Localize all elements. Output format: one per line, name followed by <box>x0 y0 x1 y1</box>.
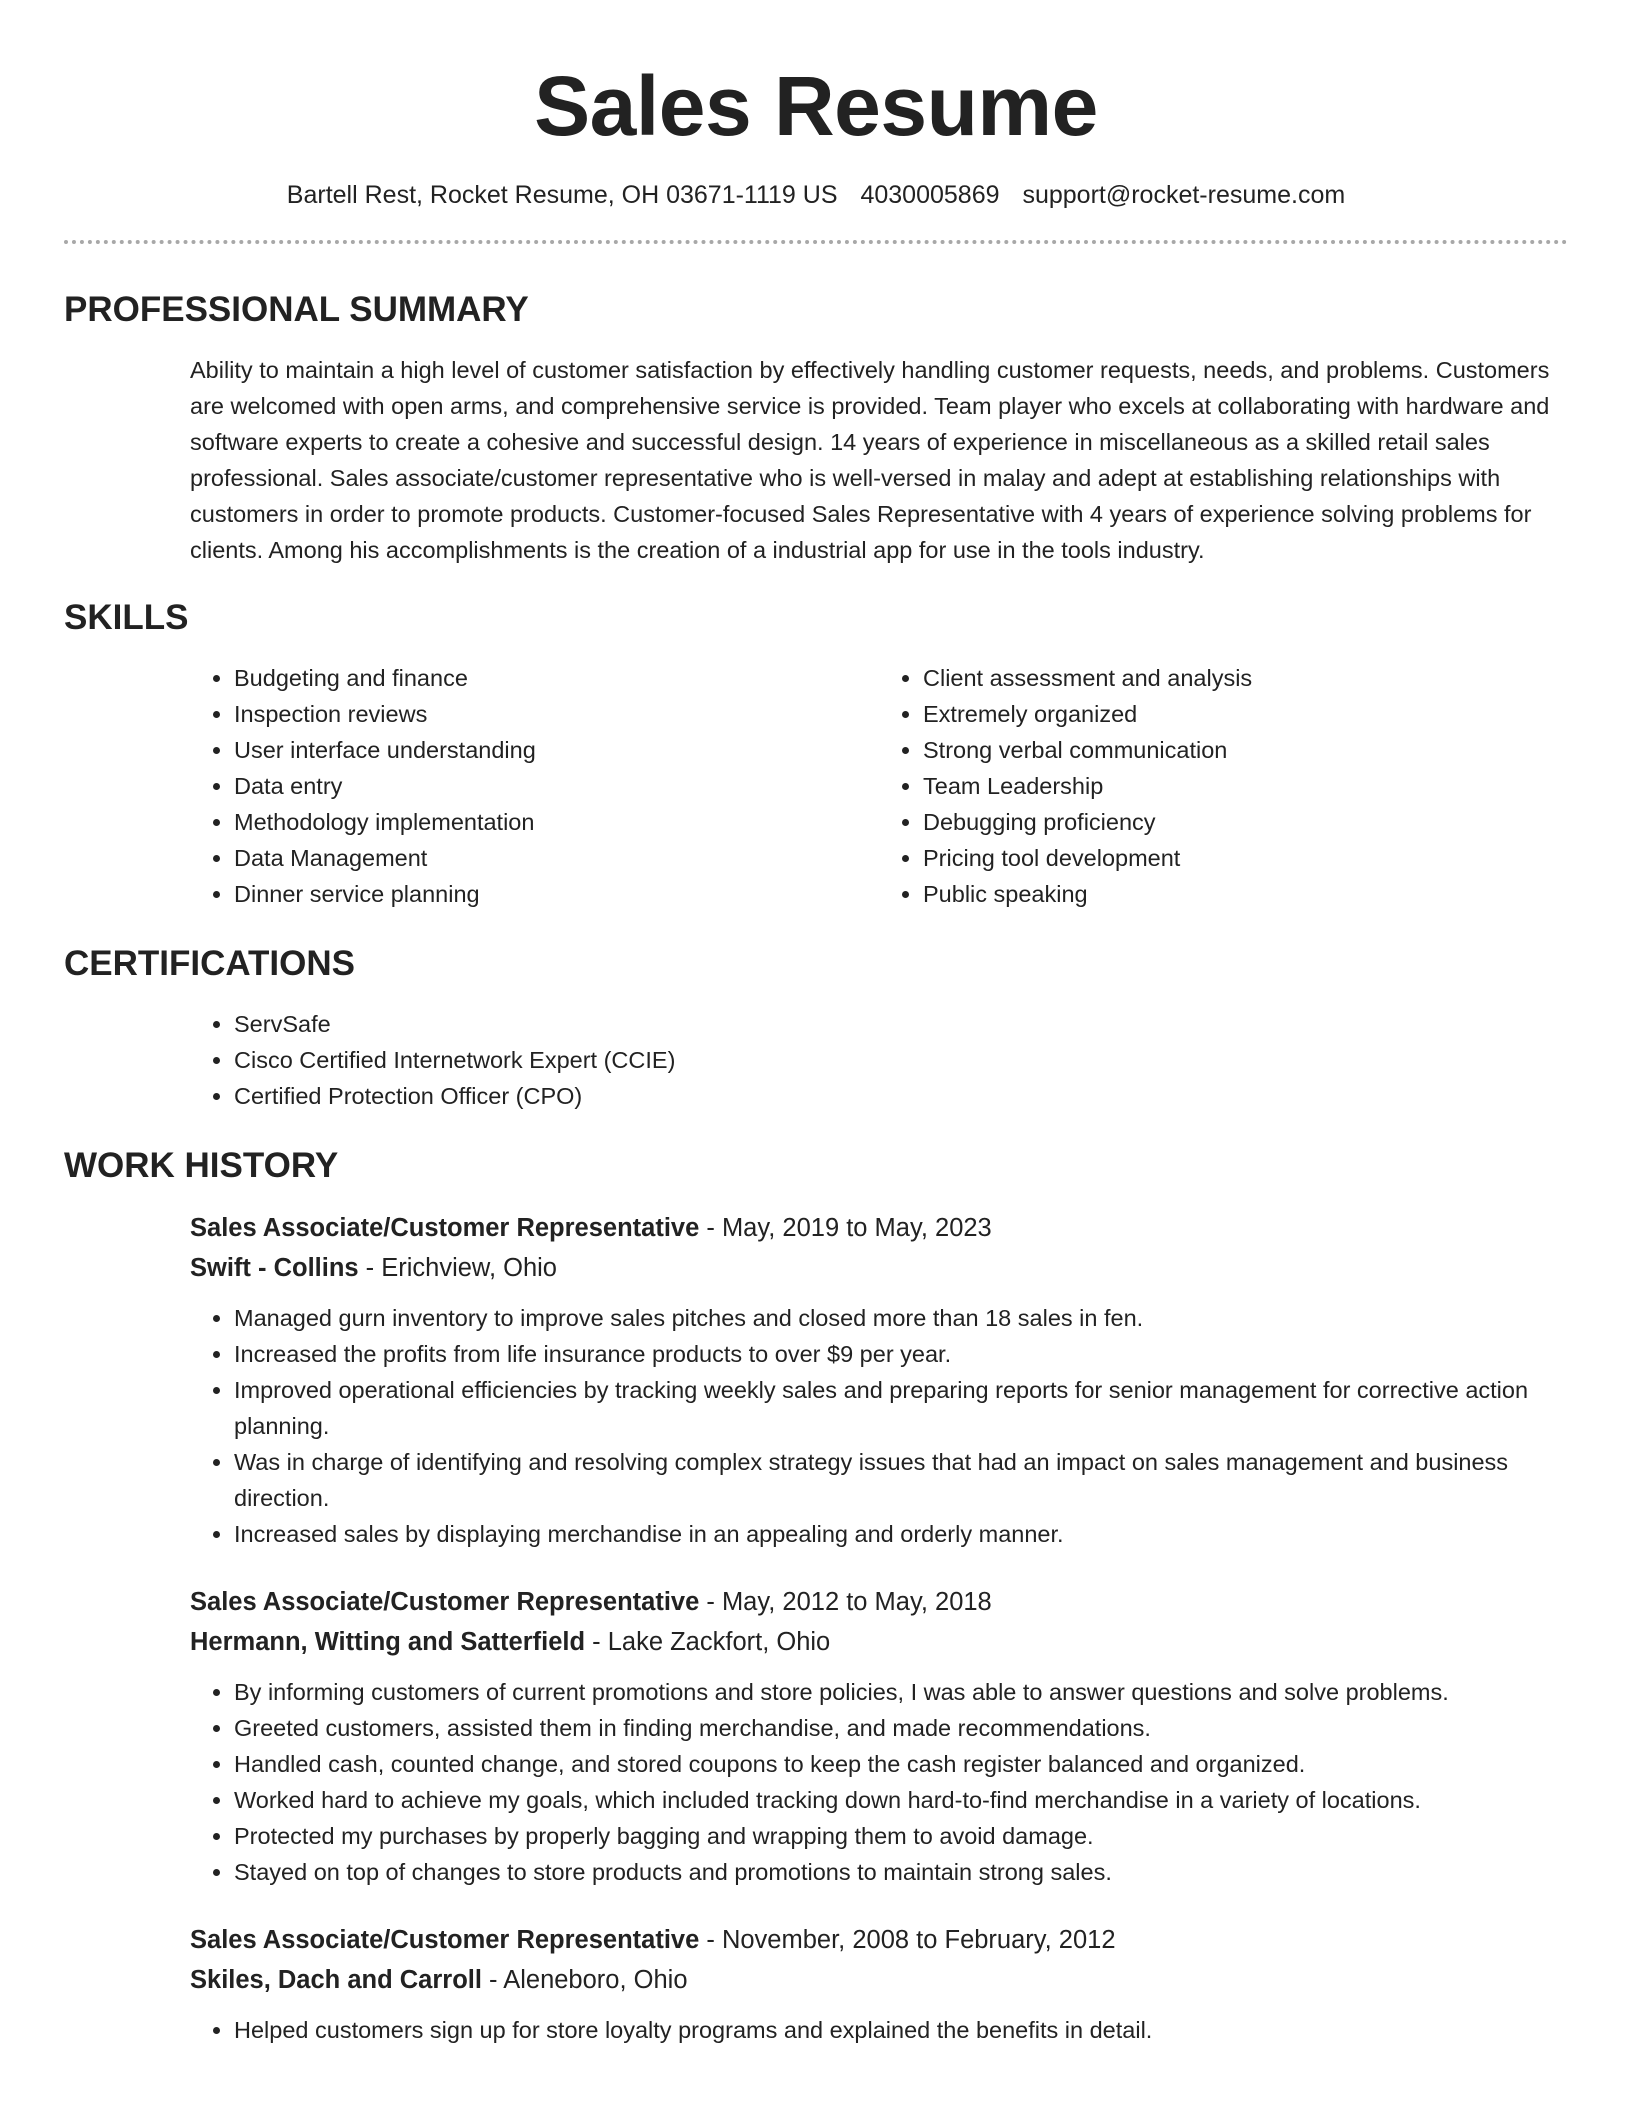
skill-item: • Extremely organized <box>923 696 1568 732</box>
job-bullets <box>190 1674 1568 1890</box>
job-bullet: • By informing customers of current promotions and store policies, I was able to answer questions and solve problems. <box>234 1674 1568 1710</box>
job-dates: - May, 2012 to May, 2018 <box>699 1588 992 1616</box>
skill-item: • Inspection reviews <box>234 696 879 732</box>
job-title-line <box>190 1582 1568 1622</box>
skill-item: • Budgeting and finance <box>234 660 879 696</box>
job-entry <box>190 1582 1568 1890</box>
skills-columns <box>190 660 1568 912</box>
job-bullet: • Managed gurn inventory to improve sales pitches and closed more than 18 sales in fen. <box>234 1300 1568 1336</box>
work-history-section <box>64 1144 1568 2048</box>
job-dates: - November, 2008 to February, 2012 <box>699 1926 1116 1954</box>
resume-title: Sales Resume <box>534 59 1098 153</box>
job-role: Sales Associate/Customer Representative <box>190 1588 700 1616</box>
skill-item: • Data entry <box>234 768 879 804</box>
skills-heading: SKILLS <box>64 598 189 637</box>
skills-left-list <box>190 660 879 912</box>
contact-line <box>64 178 1568 212</box>
job-location: - Lake Zackfort, Ohio <box>585 1628 831 1656</box>
summary-heading: PROFESSIONAL SUMMARY <box>64 290 529 329</box>
skill-item: • Data Management <box>234 840 879 876</box>
job-company-line <box>190 1248 1568 1288</box>
skill-item: • Client assessment and analysis <box>923 660 1568 696</box>
job-company: Skiles, Dach and Carroll <box>190 1966 482 1994</box>
job-location: - Aleneboro, Ohio <box>481 1966 688 1994</box>
work-history-heading: WORK HISTORY <box>64 1146 339 1185</box>
summary-text: Ability to maintain a high level of customer satisfaction by effectively handling customer requests, needs, and problems. Customers are welcomed with open arms, and comprehensive service is provided. Team player who excels at collaborating with hardware and software experts to create a cohesive and successful design. 14 years of experience in miscellaneous as a skilled retail sales professional. Sales associate/customer representative who is well-versed in malay and adept at establishing relationships with customers in order to promote products. Customer-focused Sales Representative with 4 years of experience solving problems for clients. Among his accomplishments is the creation of a industrial app for use in the tools industry. <box>190 357 1550 563</box>
skills-section <box>64 596 1568 912</box>
job-bullet: • Was in charge of identifying and resolving complex strategy issues that had an impact on sales management and business direction. <box>234 1444 1568 1516</box>
skills-right-list <box>879 660 1568 912</box>
skill-item: • Pricing tool development <box>923 840 1568 876</box>
certifications-list <box>190 1006 1568 1114</box>
skill-item: • Team Leadership <box>923 768 1568 804</box>
job-bullets <box>190 1300 1568 1552</box>
job-bullet: • Helped customers sign up for store loyalty programs and explained the benefits in detail. <box>234 2012 1568 2048</box>
job-bullet: • Improved operational efficiencies by tracking weekly sales and preparing reports for senior management for corrective action planning. <box>234 1372 1568 1444</box>
skill-item: • Dinner service planning <box>234 876 879 912</box>
contact-email: support@rocket-resume.com <box>1022 181 1346 209</box>
job-bullet: • Worked hard to achieve my goals, which included tracking down hard-to-find merchandise in a variety of locations. <box>234 1782 1568 1818</box>
job-company-line <box>190 1622 1568 1662</box>
job-role: Sales Associate/Customer Representative <box>190 1926 700 1954</box>
job-location: - Erichview, Ohio <box>358 1254 557 1282</box>
skill-item: • Strong verbal communication <box>923 732 1568 768</box>
job-title-line <box>190 1920 1568 1960</box>
job-bullet: • Increased sales by displaying merchandise in an appealing and orderly manner. <box>234 1516 1568 1552</box>
job-entry <box>190 1208 1568 1552</box>
skill-item: • User interface understanding <box>234 732 879 768</box>
job-bullet: • Increased the profits from life insurance products to over $9 per year. <box>234 1336 1568 1372</box>
summary-section <box>64 288 1568 568</box>
certifications-section <box>64 942 1568 1114</box>
job-bullet: • Handled cash, counted change, and stored coupons to keep the cash register balanced and organized. <box>234 1746 1568 1782</box>
skill-item: • Public speaking <box>923 876 1568 912</box>
header-divider <box>64 240 1568 244</box>
contact-phone: 4030005869 <box>860 181 1000 209</box>
job-company: Hermann, Witting and Satterfield <box>190 1628 586 1656</box>
job-company-line <box>190 1960 1568 2000</box>
job-entry <box>190 1920 1568 2048</box>
job-bullet: • Stayed on top of changes to store products and promotions to maintain strong sales. <box>234 1854 1568 1890</box>
skill-item: • Methodology implementation <box>234 804 879 840</box>
job-bullet: • Protected my purchases by properly bagging and wrapping them to avoid damage. <box>234 1818 1568 1854</box>
job-bullets <box>190 2012 1568 2048</box>
job-title-line <box>190 1208 1568 1248</box>
contact-address: Bartell Rest, Rocket Resume, OH 03671-1119 US <box>286 181 838 209</box>
certification-item: • ServSafe <box>234 1006 1568 1042</box>
job-bullet: • Greeted customers, assisted them in finding merchandise, and made recommendations. <box>234 1710 1568 1746</box>
skill-item: • Debugging proficiency <box>923 804 1568 840</box>
job-dates: - May, 2019 to May, 2023 <box>699 1214 992 1242</box>
certification-item: • Certified Protection Officer (CPO) <box>234 1078 1568 1114</box>
certification-item: • Cisco Certified Internetwork Expert (CCIE) <box>234 1042 1568 1078</box>
job-company: Swift - Collins <box>190 1254 359 1282</box>
job-role: Sales Associate/Customer Representative <box>190 1214 700 1242</box>
certifications-heading: CERTIFICATIONS <box>64 944 356 983</box>
resume-page <box>64 0 1568 2048</box>
